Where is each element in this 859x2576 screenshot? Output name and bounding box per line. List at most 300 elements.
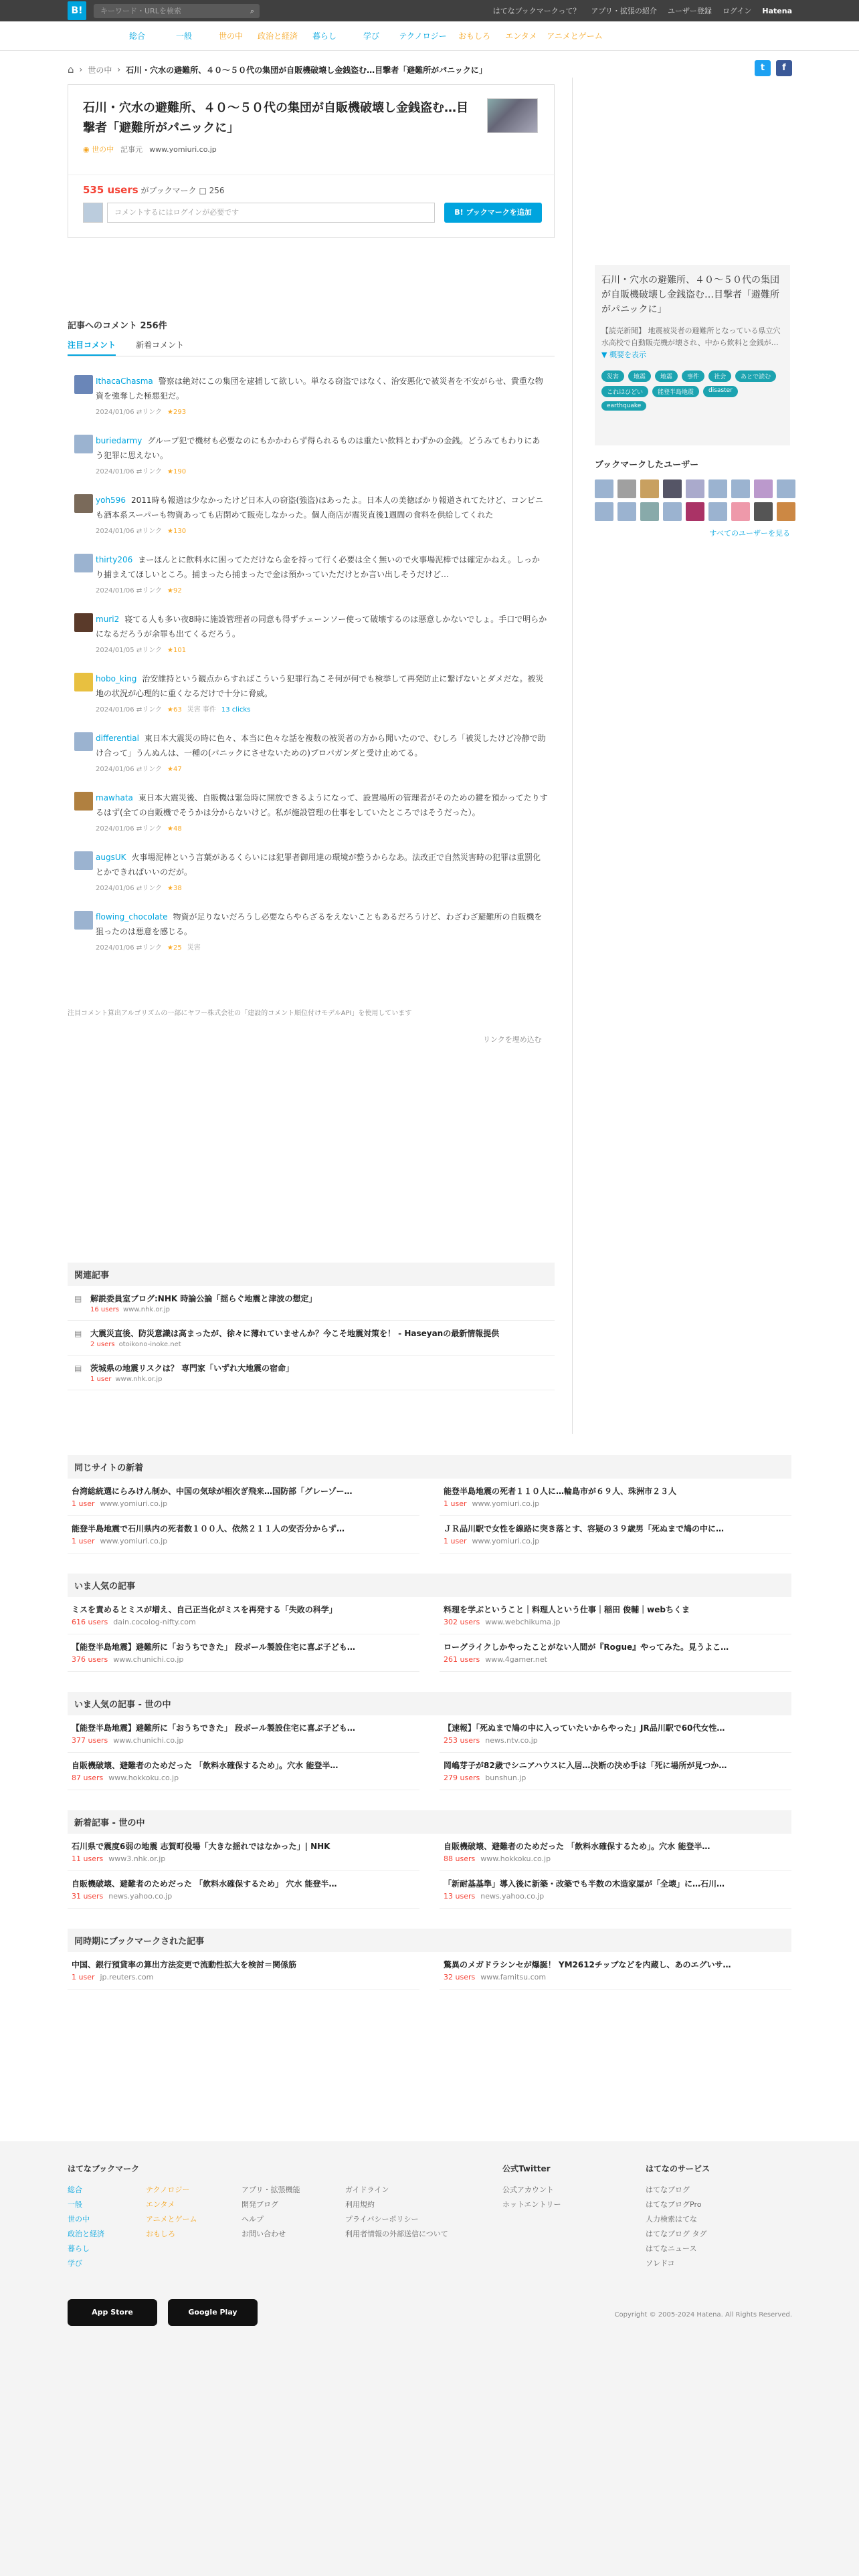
list-item-domain: www.webchikuma.jp [485, 1618, 561, 1626]
user-avatar[interactable] [663, 502, 682, 521]
breadcrumb-category[interactable]: 世の中 [88, 65, 112, 75]
comment-item [68, 909, 555, 952]
avatar[interactable] [74, 792, 93, 811]
star-count[interactable]: ★63 [167, 706, 182, 714]
footer-link[interactable]: 利用者情報の外部送信について [345, 2230, 448, 2238]
list-item-users[interactable]: 377 users [72, 1736, 108, 1745]
footer-link[interactable]: 利用規約 [345, 2200, 375, 2209]
avatar [83, 203, 103, 223]
list-item-domain: www.yomiuri.co.jp [100, 1499, 168, 1508]
comment-list [68, 374, 555, 952]
list-item-title[interactable]: 能登半島地震の死者１１０人に…輪島市が６９人、珠洲市２３人 [444, 1487, 677, 1496]
comment-date: 2024/01/06 [96, 706, 134, 714]
user-avatar[interactable] [731, 479, 750, 498]
user-avatar[interactable] [731, 502, 750, 521]
avatar[interactable] [74, 375, 93, 394]
comment-date: 2024/01/05 [96, 647, 134, 654]
related-title[interactable]: 大震災直後、防災意識は高まったが、徐々に薄れていませんか？今こそ地震対策を！ - Haseyanの最新情報提供 [90, 1329, 500, 1338]
footer-link[interactable]: テクノロジー [146, 2185, 190, 2194]
related-meta [90, 1306, 555, 1313]
list-item-meta [72, 1537, 415, 1545]
column-divider [572, 78, 573, 1434]
category-ippan[interactable]: 一般 [175, 31, 192, 41]
comment-meta [96, 823, 555, 833]
footer-link[interactable]: はてなブログPro [646, 2200, 702, 2209]
list-item-meta [72, 1854, 415, 1863]
summary-title: 石川・穴水の避難所、４０～５０代の集団が自販機破壊し金銭盗む…目撃者「避難所がパニックに」 [601, 275, 779, 315]
comment-form [83, 201, 542, 224]
click-count: 13 clicks [221, 706, 251, 714]
entry-thumbnail[interactable] [487, 98, 538, 133]
category-tech[interactable]: テクノロジー [399, 31, 447, 41]
list-item[interactable] [68, 1634, 419, 1672]
comment-item [68, 552, 555, 595]
list-item-domain: www.yomiuri.co.jp [100, 1537, 168, 1545]
list-item-meta [444, 1892, 787, 1901]
footer-link[interactable]: アニメとゲーム [146, 2215, 197, 2224]
list-item-users[interactable]: 11 users [72, 1854, 104, 1863]
comment-item [68, 612, 555, 654]
footer-link[interactable]: 暮らし [68, 2244, 90, 2253]
comment-username[interactable]: thirty206 [96, 555, 133, 564]
footer [0, 2141, 859, 2576]
algorithm-note: 注目コメント算出アルゴリズムの一部にヤフー株式会社の「建設的コメント順位付けモデルAPI」を使用しています [68, 1010, 412, 1017]
source-domain[interactable]: www.yomiuri.co.jp [149, 144, 217, 154]
list-item-users[interactable]: 32 users [444, 1973, 476, 1981]
list-item[interactable] [440, 1634, 791, 1672]
comment-text: 物資が足りないだろうし必要ならやらざるをえないこともあるだろうけど、わざわざ避難所の自販機を狙ったのは悪意を感じる。 [96, 912, 543, 936]
comment-tabs [68, 339, 555, 356]
reply-link[interactable]: ⇄リンク [134, 409, 162, 416]
tag-chip[interactable]: あとで読む [735, 370, 776, 382]
comment-text: 2011時も報道は少なかったけど日本人の窃盗(強盗)はあったよ。日本人の美徳ばかり報道されてたけど、コンビニも酒本系スーパーも物資あっても店閉めて販売しなかった。個人商店が震災直後1週間の食料を供給してくれた [96, 496, 543, 520]
google-play-button[interactable]: Google Play [168, 2299, 258, 2326]
list-section [68, 1810, 791, 1909]
comment-text: 治安維持という観点からすればこういう犯罪行為こそ何が何でも検挙して再発防止に繋げないとダメだな。被災地の状況が心理的に重くなるだけで十分に脅威。 [96, 674, 544, 698]
list-item-users[interactable]: 1 user [72, 1537, 95, 1545]
list-item-title[interactable]: ＪＲ品川駅で女性を線路に突き落とす、容疑の３９歳男「死ぬまで鳩の中に… [444, 1524, 725, 1533]
comment-username[interactable]: muri2 [96, 615, 120, 624]
avatar[interactable] [74, 554, 93, 572]
footer-link[interactable]: プライバシーポリシー [345, 2215, 419, 2224]
list-item-users[interactable]: 1 user [72, 1499, 95, 1508]
list-item-users[interactable]: 87 users [72, 1774, 104, 1782]
comment-date: 2024/01/06 [96, 825, 134, 833]
comment-username[interactable]: hobo_king [96, 674, 137, 683]
user-avatar[interactable] [708, 479, 727, 498]
related-title[interactable]: 解説委員室ブログ:NHK 時論公論「揺らぐ地震と津波の想定」 [90, 1294, 317, 1303]
comment-item [68, 850, 555, 892]
footer-link[interactable]: はてなブログ タグ [646, 2230, 707, 2238]
document-icon: ▤ [74, 1364, 82, 1373]
list-item-title[interactable]: 自販機破壊、避難者のためだった 「飲料水確保するため」 穴水 能登半… [72, 1879, 337, 1889]
list-item-meta [444, 1655, 787, 1664]
comment-icon: □ [199, 186, 207, 195]
category-learning[interactable]: 学び [363, 31, 379, 41]
search-icon[interactable]: ⌕ [250, 7, 254, 15]
footer-link[interactable]: ヘルプ [242, 2215, 264, 2224]
list-item-meta [72, 1973, 415, 1981]
footer-link[interactable]: アプリ・拡張機能 [242, 2185, 300, 2194]
reply-link[interactable]: ⇄リンク [134, 468, 162, 475]
list-item-meta [444, 1774, 787, 1782]
add-bookmark-button[interactable]: B! ブックマークを追加 [444, 203, 542, 223]
list-item[interactable] [440, 1952, 791, 1990]
user-avatar[interactable] [708, 502, 727, 521]
comment-meta [96, 942, 555, 952]
list-section [68, 1574, 791, 1672]
user-avatar[interactable] [595, 502, 613, 521]
list-item-domain: www.yomiuri.co.jp [472, 1537, 540, 1545]
list-item-domain: news.yahoo.co.jp [480, 1892, 545, 1901]
comment-item [68, 731, 555, 773]
facebook-share-icon[interactable]: f [776, 60, 792, 76]
reply-link[interactable]: ⇄リンク [134, 706, 162, 714]
list-item-title[interactable]: 岡嶋芽子が82歳でシニアハウスに入居…決断の決め手は「死に場所が見つか… [444, 1761, 727, 1770]
home-icon[interactable]: ⌂ [68, 64, 74, 76]
comment-username[interactable]: mawhata [96, 793, 133, 802]
comment-body [96, 552, 555, 582]
comment-username[interactable]: flowing_chocolate [96, 912, 168, 922]
show-summary-link[interactable]: ▼ 概要を表示 [601, 350, 646, 359]
avatar[interactable] [74, 435, 93, 453]
list-item-domain: www.4gamer.net [485, 1655, 547, 1664]
list-item-users[interactable]: 279 users [444, 1774, 480, 1782]
list-item-users[interactable]: 88 users [444, 1854, 476, 1863]
category-fun[interactable]: おもしろ [458, 31, 490, 41]
list-item-users[interactable]: 1 user [444, 1537, 467, 1545]
list-item-users[interactable]: 1 user [444, 1499, 467, 1508]
comment-text: 寝てる人も多い夜8時に施設管理者の同意も得ずチェーンソー使って破壊するのは悪意しかないでしょ。手口で明らかになるだろうが余罪も出てくるだろう。 [96, 615, 547, 639]
comment-text: 東日本大震災後、自販機は緊急時に開放できるようになって、設置場所の管理者がそのための鍵を預かってたりするはず(全ての自販機でそうかは分からないけど。私が施設管理の仕事をしていたところではそうだった）。 [96, 793, 548, 817]
tag-chip[interactable]: 能登半島地震 [652, 386, 699, 397]
login-link[interactable]: ログイン [722, 7, 752, 15]
star-count[interactable]: ★190 [167, 468, 187, 475]
user-avatar[interactable] [777, 479, 795, 498]
star-count[interactable]: ★38 [167, 885, 182, 892]
footer-link[interactable]: はてなニュース [646, 2244, 697, 2253]
list-item-meta [72, 1618, 415, 1626]
list-item[interactable] [440, 1834, 791, 1871]
list-item-domain: www3.nhk.or.jp [108, 1854, 166, 1863]
breadcrumb: ⌂ › 世の中 › 石川・穴水の避難所、４０～５０代の集団が自販機破壊し金銭盗む…目撃者「避難所がパニックに」 [68, 64, 487, 76]
footer-link[interactable]: 総合 [68, 2185, 82, 2194]
comment-body [96, 374, 555, 403]
list-item-title[interactable]: 石川県で震度6弱の地震 志賀町役場「大きな揺れではなかった」| NHK [72, 1842, 330, 1851]
list-grid [68, 1479, 791, 1553]
footer-link[interactable]: 公式アカウント [502, 2185, 554, 2194]
user-avatar[interactable] [754, 502, 773, 521]
user-avatar[interactable] [686, 502, 704, 521]
category-general[interactable]: 総合 [128, 31, 145, 41]
footer-link[interactable]: 政治と経済 [68, 2230, 104, 2238]
list-item-users[interactable]: 616 users [72, 1618, 108, 1626]
comment-body [96, 612, 555, 641]
star-count[interactable]: ★293 [167, 409, 187, 416]
tag-chip[interactable]: 災害 [601, 370, 624, 382]
list-item-title[interactable]: 中国、銀行預貸率の算出方法変更で流動性拡大を検討＝関係筋 [72, 1960, 297, 1969]
tag-chip[interactable]: 社会 [708, 370, 731, 382]
footer-link[interactable]: おもしろ [146, 2230, 175, 2238]
tag-chip[interactable]: 地震 [655, 370, 678, 382]
top-navigation-bar [0, 0, 859, 21]
category-politics[interactable]: 政治と経済 [257, 31, 298, 41]
footer-link[interactable]: 世の中 [68, 2215, 90, 2224]
reply-link[interactable]: ⇄リンク [134, 825, 162, 833]
comment-username[interactable]: IthacaChasma [96, 377, 153, 386]
entry-category[interactable]: ◉ 世の中 [83, 145, 114, 154]
star-count[interactable]: ★25 [167, 944, 182, 952]
user-avatar[interactable] [617, 479, 636, 498]
list-item[interactable] [440, 1715, 791, 1753]
category-life[interactable]: 暮らし [312, 31, 337, 41]
breadcrumb-title: 石川・穴水の避難所、４０～５０代の集団が自販機破壊し金銭盗む…目撃者「避難所がパニックに」 [126, 65, 487, 75]
search-placeholder: キーワード・URLを検索 [100, 7, 181, 15]
search-input[interactable] [94, 4, 260, 18]
list-heading: 新着記事 - 世の中 [68, 1810, 791, 1834]
list-item[interactable] [440, 1516, 791, 1553]
category-world[interactable]: 世の中 [218, 31, 243, 41]
list-item-meta [72, 1736, 415, 1745]
list-item-domain: www.hokkoku.co.jp [108, 1774, 179, 1782]
list-item-title[interactable]: 「新耐基基準」導入後に新築・改築でも半数の木造家屋が「全壊」に…石川… [444, 1879, 725, 1889]
list-heading: 同じサイトの新着 [68, 1455, 791, 1479]
top-links [493, 0, 792, 21]
comment-date: 2024/01/06 [96, 409, 134, 416]
tag-chip[interactable]: 地震 [628, 370, 651, 382]
comment-username[interactable]: buriedarmy [96, 436, 142, 445]
tab-new-comments[interactable]: 新着コメント [136, 340, 185, 350]
list-item[interactable] [68, 1753, 419, 1790]
list-item-users[interactable]: 1 user [72, 1973, 95, 1981]
register-link[interactable]: ユーザー登録 [667, 7, 712, 15]
avatar[interactable] [74, 732, 93, 751]
footer-col-services: はてなのサービス はてなブログ はてなブログPro 人力検索はてな はてなブログ タグ はてなニュース ソレドコ [646, 2161, 710, 2271]
list-item-meta [444, 1499, 787, 1508]
list-item[interactable] [440, 1871, 791, 1909]
entry-lists [68, 1455, 791, 2010]
reply-link[interactable]: ⇄リンク [134, 944, 162, 952]
comment-meta [96, 465, 555, 475]
comment-date: 2024/01/06 [96, 468, 134, 475]
list-item-meta [72, 1774, 415, 1782]
comment-username[interactable]: augsUK [96, 853, 126, 862]
comment-meta [96, 763, 555, 773]
star-count[interactable]: ★101 [167, 647, 187, 654]
comment-text: 火事場泥棒という言葉があるくらいには犯罪者御用達の環境が整うからなあ。法改正で自然災害時の犯罪は重罰化とかできればいいのだが。 [96, 853, 541, 877]
user-avatar[interactable] [754, 479, 773, 498]
entry-meta [83, 144, 217, 154]
footer-link[interactable]: 開発ブログ [242, 2200, 278, 2209]
list-section [68, 1455, 791, 1553]
list-grid [68, 1834, 791, 1909]
comment-username[interactable]: differential [96, 734, 139, 743]
list-item-title[interactable]: 【能登半島地震】避難所に「おうちできた」 段ボール製設住宅に喜ぶ子ども… [72, 1723, 355, 1733]
about-link[interactable]: はてなブックマークって？ [492, 7, 581, 15]
see-all-users-link[interactable]: すべてのユーザーを見る [709, 529, 790, 538]
comment-body [96, 433, 555, 463]
list-item[interactable] [68, 1479, 419, 1516]
related-users[interactable]: 16 users [90, 1306, 119, 1313]
embed-link[interactable]: リンクを埋め込む [483, 1035, 542, 1044]
list-item-users[interactable]: 376 users [72, 1655, 108, 1664]
user-avatar[interactable] [640, 502, 659, 521]
user-avatar[interactable] [663, 479, 682, 498]
footer-link[interactable]: ホットエントリー [502, 2200, 561, 2209]
list-item[interactable] [440, 1753, 791, 1790]
list-item[interactable] [68, 1834, 419, 1871]
twitter-share-icon[interactable]: t [755, 60, 771, 76]
category-entertainment[interactable]: エンタメ [505, 31, 537, 41]
user-avatar[interactable] [617, 502, 636, 521]
bookmark-users-heading: ブックマークしたユーザー [595, 460, 699, 470]
tab-popular-comments[interactable]: 注目コメント [68, 339, 116, 356]
list-item-users[interactable]: 13 users [444, 1892, 476, 1901]
reply-link[interactable]: ⇄リンク [134, 766, 162, 773]
related-item[interactable] [68, 1286, 555, 1321]
summary-description: 【読売新聞】 地震被災者の避難所となっている県立穴水高校で自動販売機が壊され、中から飲料と金銭が… ▼ 概要を表示 [601, 326, 781, 359]
category-anime-game[interactable]: アニメとゲーム [547, 31, 603, 41]
comment-item [68, 671, 555, 714]
list-item-title[interactable]: 能登半島地震で石川県内の死者数１００人、依然２１１人の安否分からず… [72, 1524, 345, 1533]
list-item[interactable] [68, 1516, 419, 1553]
list-item-meta [444, 1973, 787, 1981]
comment-input[interactable]: コメントするにはログインが必要です [107, 203, 435, 223]
list-item-domain: dain.cocolog-nifty.com [113, 1618, 196, 1626]
footer-link[interactable]: ソレドコ [646, 2259, 675, 2268]
list-item[interactable] [440, 1479, 791, 1516]
list-item-title[interactable]: 【速報】「死ぬまで鳩の中に入っていたいからやった」JR品川駅で60代女性… [444, 1723, 725, 1733]
entry-title[interactable]: 石川・穴水の避難所、４０～５０代の集団が自販機破壊し金銭盗む…目撃者「避難所がパニックに」 [83, 101, 468, 135]
related-domain: otoikono-inoke.net [118, 1341, 181, 1348]
source-label: 記事元 [120, 145, 143, 154]
hatena-bookmark-logo[interactable]: B! [68, 1, 86, 20]
list-item-meta [72, 1892, 415, 1901]
tag-chip[interactable]: disaster [703, 386, 738, 397]
footer-col-categories [68, 2161, 139, 2271]
list-item-title[interactable]: ミスを責めるとミスが増え、自己正当化がミスを再発する「失敗の科学」 [72, 1605, 337, 1614]
comment-date: 2024/01/06 [96, 528, 134, 535]
related-meta [90, 1341, 555, 1348]
footer-link[interactable]: 一般 [68, 2200, 82, 2209]
comment-tags: 災害 事件 [187, 706, 216, 714]
apps-link[interactable]: アプリ・拡張の紹介 [591, 7, 657, 15]
list-item-users[interactable]: 261 users [444, 1655, 480, 1664]
related-users[interactable]: 1 user [90, 1376, 112, 1383]
avatar[interactable] [74, 673, 93, 691]
star-count[interactable]: ★47 [167, 766, 182, 773]
related-domain: www.nhk.or.jp [115, 1376, 163, 1383]
entry-card [68, 84, 555, 238]
star-count[interactable]: ★130 [167, 528, 187, 535]
reply-link[interactable]: ⇄リンク [134, 885, 162, 892]
star-count[interactable]: ★92 [167, 587, 182, 595]
footer-link[interactable]: ガイドライン [345, 2185, 389, 2194]
avatar[interactable] [74, 911, 93, 930]
footer-link[interactable]: お問い合わせ [242, 2230, 286, 2238]
footer-link[interactable]: 人力検索はてな [646, 2215, 697, 2224]
users-count[interactable]: 535 users [83, 184, 138, 196]
list-item[interactable] [68, 1715, 419, 1753]
list-item-domain: bunshun.jp [485, 1774, 527, 1782]
reply-link[interactable]: ⇄リンク [134, 647, 162, 654]
comment-body [96, 671, 555, 701]
footer-col-twitter: 公式Twitter 公式アカウント ホットエントリー [502, 2161, 561, 2212]
list-item-users[interactable]: 302 users [444, 1618, 480, 1626]
category-nav [0, 21, 859, 51]
footer-heading: はてなブックマーク [68, 2164, 140, 2173]
user-avatar[interactable] [686, 479, 704, 498]
copyright: Copyright © 2005-2024 Hatena. All Rights Reserved. [614, 2311, 792, 2319]
footer-link[interactable]: はてなブログ [646, 2185, 690, 2194]
comment-item [68, 433, 555, 475]
comment-body [96, 790, 555, 820]
related-heading: 関連記事 [68, 1263, 555, 1286]
hatena-logo[interactable]: Hatena [762, 6, 792, 15]
list-item[interactable] [68, 1952, 419, 1990]
user-avatar[interactable] [595, 479, 613, 498]
list-item-users[interactable]: 31 users [72, 1892, 104, 1901]
reply-link[interactable]: ⇄リンク [134, 528, 162, 535]
avatar[interactable] [74, 494, 93, 513]
avatar[interactable] [74, 851, 93, 870]
comment-username[interactable]: yoh596 [96, 496, 126, 505]
comment-meta [96, 584, 555, 595]
list-item-domain: news.yahoo.co.jp [108, 1892, 173, 1901]
list-item-title[interactable]: 自販機破壊、避難者のためだった 「飲料水確保するため」。穴水 能登半… [72, 1761, 339, 1770]
user-avatar[interactable] [640, 479, 659, 498]
reply-link[interactable]: ⇄リンク [134, 587, 162, 595]
comment-body [96, 909, 555, 939]
related-item[interactable] [68, 1356, 555, 1390]
list-item-domain: news.ntv.co.jp [485, 1736, 538, 1745]
list-item-meta [72, 1499, 415, 1508]
comment-meta [96, 644, 555, 654]
app-store-button[interactable]: App Store [68, 2299, 157, 2326]
user-avatar[interactable] [777, 502, 795, 521]
list-item-meta [444, 1618, 787, 1626]
list-item-title[interactable]: 料理を学ぶということ｜料理人という仕事｜稲田 俊輔｜webちくま [444, 1605, 690, 1614]
comment-text: 東日本大震災の時に色々、本当に色々な話を複数の被災者の方から聞いたので、むしろ「被災したけど冷静で助け合って」うんぬんは、一種の(パニックにさせないための)プロパガンダと受け止めてる。 [96, 734, 546, 758]
list-item-meta [444, 1537, 787, 1545]
list-item-users[interactable]: 253 users [444, 1736, 480, 1745]
footer-col-categories-2 [146, 2183, 197, 2242]
tag-chip[interactable]: これはひどい [601, 386, 648, 397]
comment-text: まーほんとに飲料水に困ってただけなら金を持って行く必要は全く無いので火事場泥棒では確定かねえ。しっかり捕まえてほしいところ。捕まったら捕まったで金は預かっていただけとか言い出しそうだけど… [96, 555, 541, 579]
comment-body [96, 493, 555, 522]
list-item-title[interactable]: 驚異のメガドラシンセが爆誕！ YM2612チップなどを内蔵し、あのエグいサ… [444, 1960, 731, 1969]
footer-link[interactable]: 学び [68, 2259, 82, 2268]
list-item[interactable] [68, 1871, 419, 1909]
list-item-title[interactable]: ローグライクしかやったことがない人間が『Rogue』やってみた。見うよこ… [444, 1642, 729, 1652]
list-item-title[interactable]: 台湾総統選にらみけん制か、中国の気球が相次ぎ飛来…国防部「グレーゾー… [72, 1487, 353, 1496]
list-item[interactable] [68, 1597, 419, 1634]
related-title[interactable]: 茨城県の地震リスクは？ 専門家「いずれ大地震の宿命」 [90, 1364, 294, 1373]
list-item-title[interactable]: 【能登半島地震】避難所に「おうちできた」 段ボール製設住宅に喜ぶ子ども… [72, 1642, 355, 1652]
star-count[interactable]: ★48 [167, 825, 182, 833]
tag-chip[interactable]: earthquake [601, 401, 646, 411]
list-item-title[interactable]: 自販機破壊、避難者のためだった 「飲料水確保するため」。穴水 能登半… [444, 1842, 710, 1851]
footer-link[interactable]: エンタメ [146, 2200, 175, 2209]
related-users[interactable]: 2 users [90, 1341, 115, 1348]
document-icon: ▤ [74, 1329, 82, 1338]
tag-chip[interactable]: 事件 [682, 370, 704, 382]
list-heading: いま人気の記事 [68, 1574, 791, 1597]
avatar[interactable] [74, 613, 93, 632]
related-item[interactable] [68, 1321, 555, 1356]
list-section [68, 1929, 791, 1990]
list-item[interactable] [440, 1597, 791, 1634]
